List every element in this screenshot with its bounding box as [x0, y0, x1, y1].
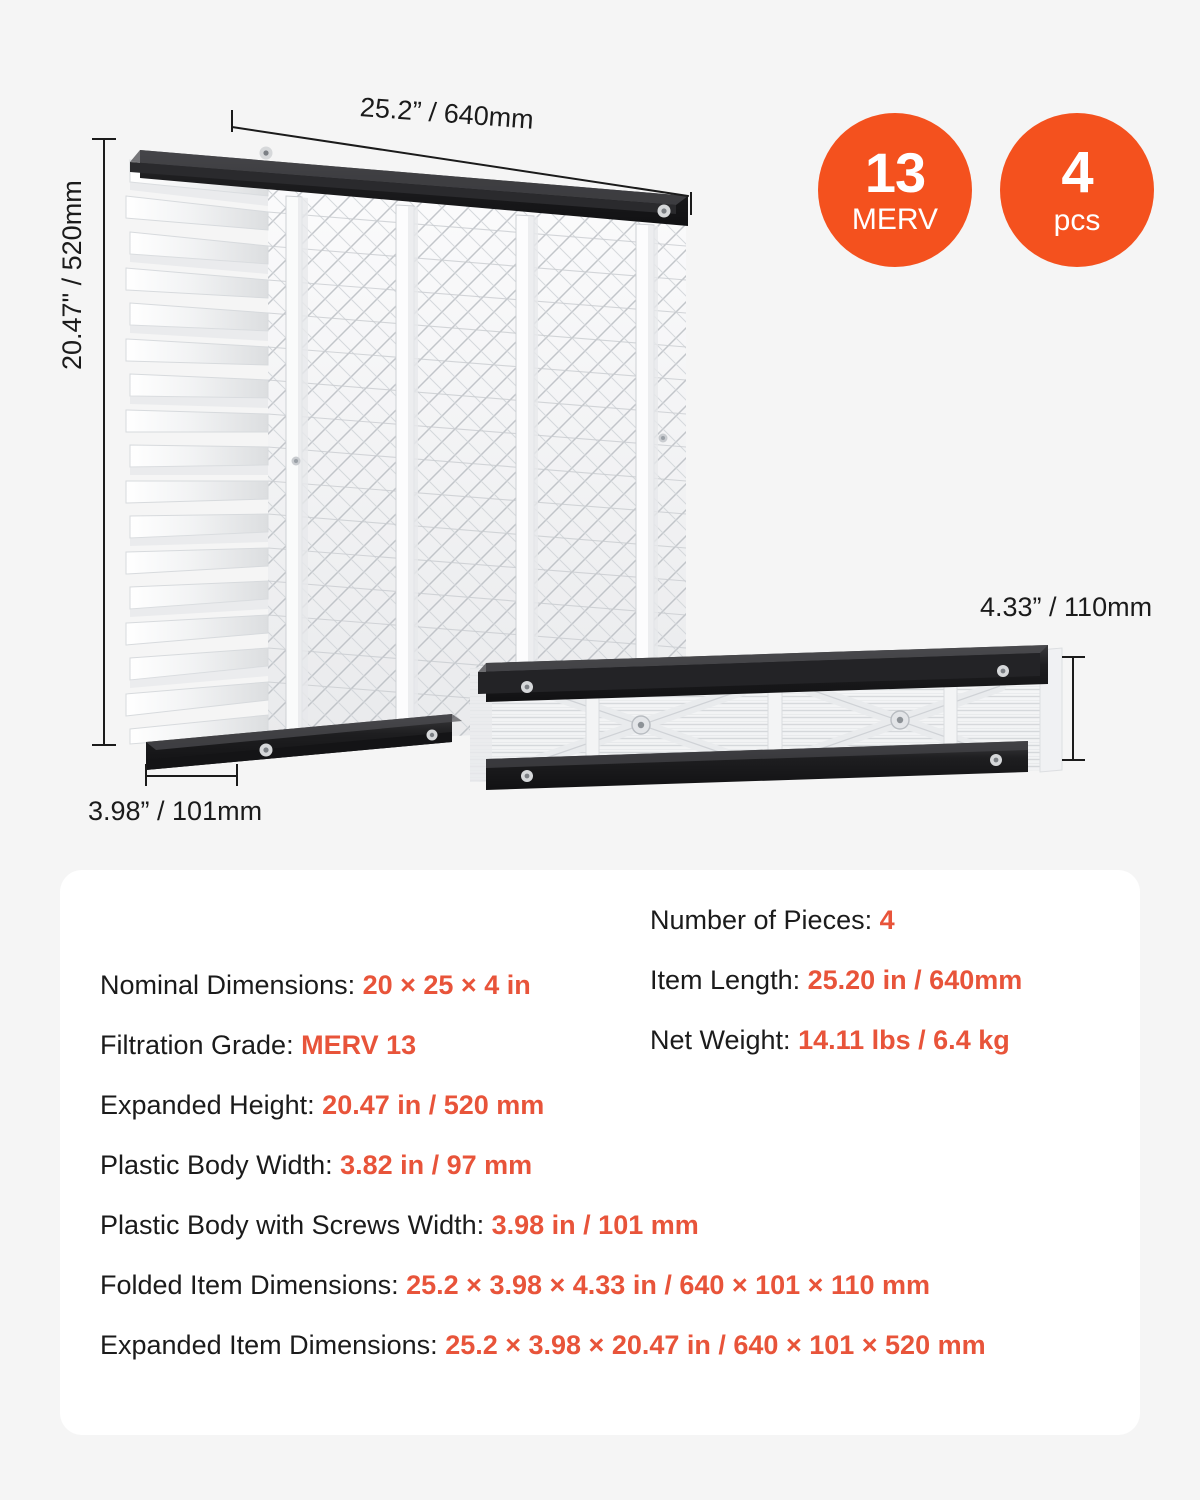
spec-right-label: Item Length: [650, 965, 808, 995]
spec-left-value: 20 × 25 × 4 in [362, 970, 531, 1000]
depth-dimension-line [146, 775, 237, 777]
spec-left-label: Plastic Body Width: [100, 1150, 341, 1180]
spec-left-label: Expanded Item Dimensions: [100, 1330, 446, 1360]
depth-tick-left [145, 764, 147, 786]
folded-height-dimension-label: 4.33” / 110mm [980, 592, 1153, 622]
spec-left-label: Filtration Grade: [100, 1030, 302, 1060]
width-dimension-label: 25.2” / 640mm [358, 92, 535, 135]
depth-tick-right [236, 764, 238, 786]
pcs-badge [1000, 113, 1154, 267]
spec-left-value: 25.2 × 3.98 × 20.47 in / 640 × 101 × 520 mm [445, 1330, 986, 1360]
folded-filter [470, 645, 1062, 790]
spec-left-row [100, 1270, 986, 1301]
spec-left-row [100, 1210, 986, 1241]
spec-left-label: Folded Item Dimensions: [100, 1270, 407, 1300]
spec-left-row [100, 1090, 986, 1121]
spec-right-label: Net Weight: [650, 1025, 799, 1055]
folded-height-tick-top [1062, 656, 1085, 658]
pcs-badge-number: 4 [1061, 140, 1093, 205]
spec-left-value: 25.2 × 3.98 × 4.33 in / 640 × 101 × 110 mm [406, 1270, 931, 1300]
accordion-pleats [126, 160, 268, 744]
spec-left-value: 3.98 in / 101 mm [491, 1210, 699, 1240]
spec-right-label: Number of Pieces: [650, 905, 880, 935]
spec-left-row [100, 1330, 986, 1361]
height-tick-top [92, 138, 116, 140]
height-tick-bottom [92, 744, 116, 746]
width-tick-left [231, 110, 233, 132]
spec-left-label: Nominal Dimensions: [100, 970, 363, 1000]
spec-right-value: 14.11 lbs / 6.4 kg [798, 1025, 1010, 1055]
spec-right-column [650, 905, 1022, 1085]
spec-left-value: MERV 13 [301, 1030, 417, 1060]
folded-height-tick-bottom [1062, 759, 1085, 761]
merv-badge-number: 13 [864, 141, 926, 204]
height-dimension-label: 20.47" / 520mm [57, 180, 87, 370]
spec-left-label: Expanded Height: [100, 1090, 323, 1120]
merv-badge [818, 113, 972, 267]
specification-card [60, 870, 1140, 1435]
spec-right-row [650, 905, 1022, 936]
height-dimension-line [103, 139, 105, 746]
spec-right-value: 25.20 in / 640mm [807, 965, 1023, 995]
pcs-badge-label: pcs [1053, 204, 1101, 237]
spec-right-row [650, 1025, 1022, 1056]
spec-left-value: 20.47 in / 520 mm [322, 1090, 545, 1120]
spec-left-row [100, 1150, 986, 1181]
depth-dimension-label: 3.98” / 101mm [88, 796, 263, 826]
spec-right-row [650, 965, 1022, 996]
merv-badge-label: MERV [851, 203, 939, 236]
spec-left-label: Plastic Body with Screws Width: [100, 1210, 492, 1240]
width-tick-right [690, 192, 692, 215]
spec-right-value: 4 [879, 905, 895, 935]
folded-height-dimension-line [1072, 657, 1074, 761]
spec-left-value: 3.82 in / 97 mm [340, 1150, 533, 1180]
